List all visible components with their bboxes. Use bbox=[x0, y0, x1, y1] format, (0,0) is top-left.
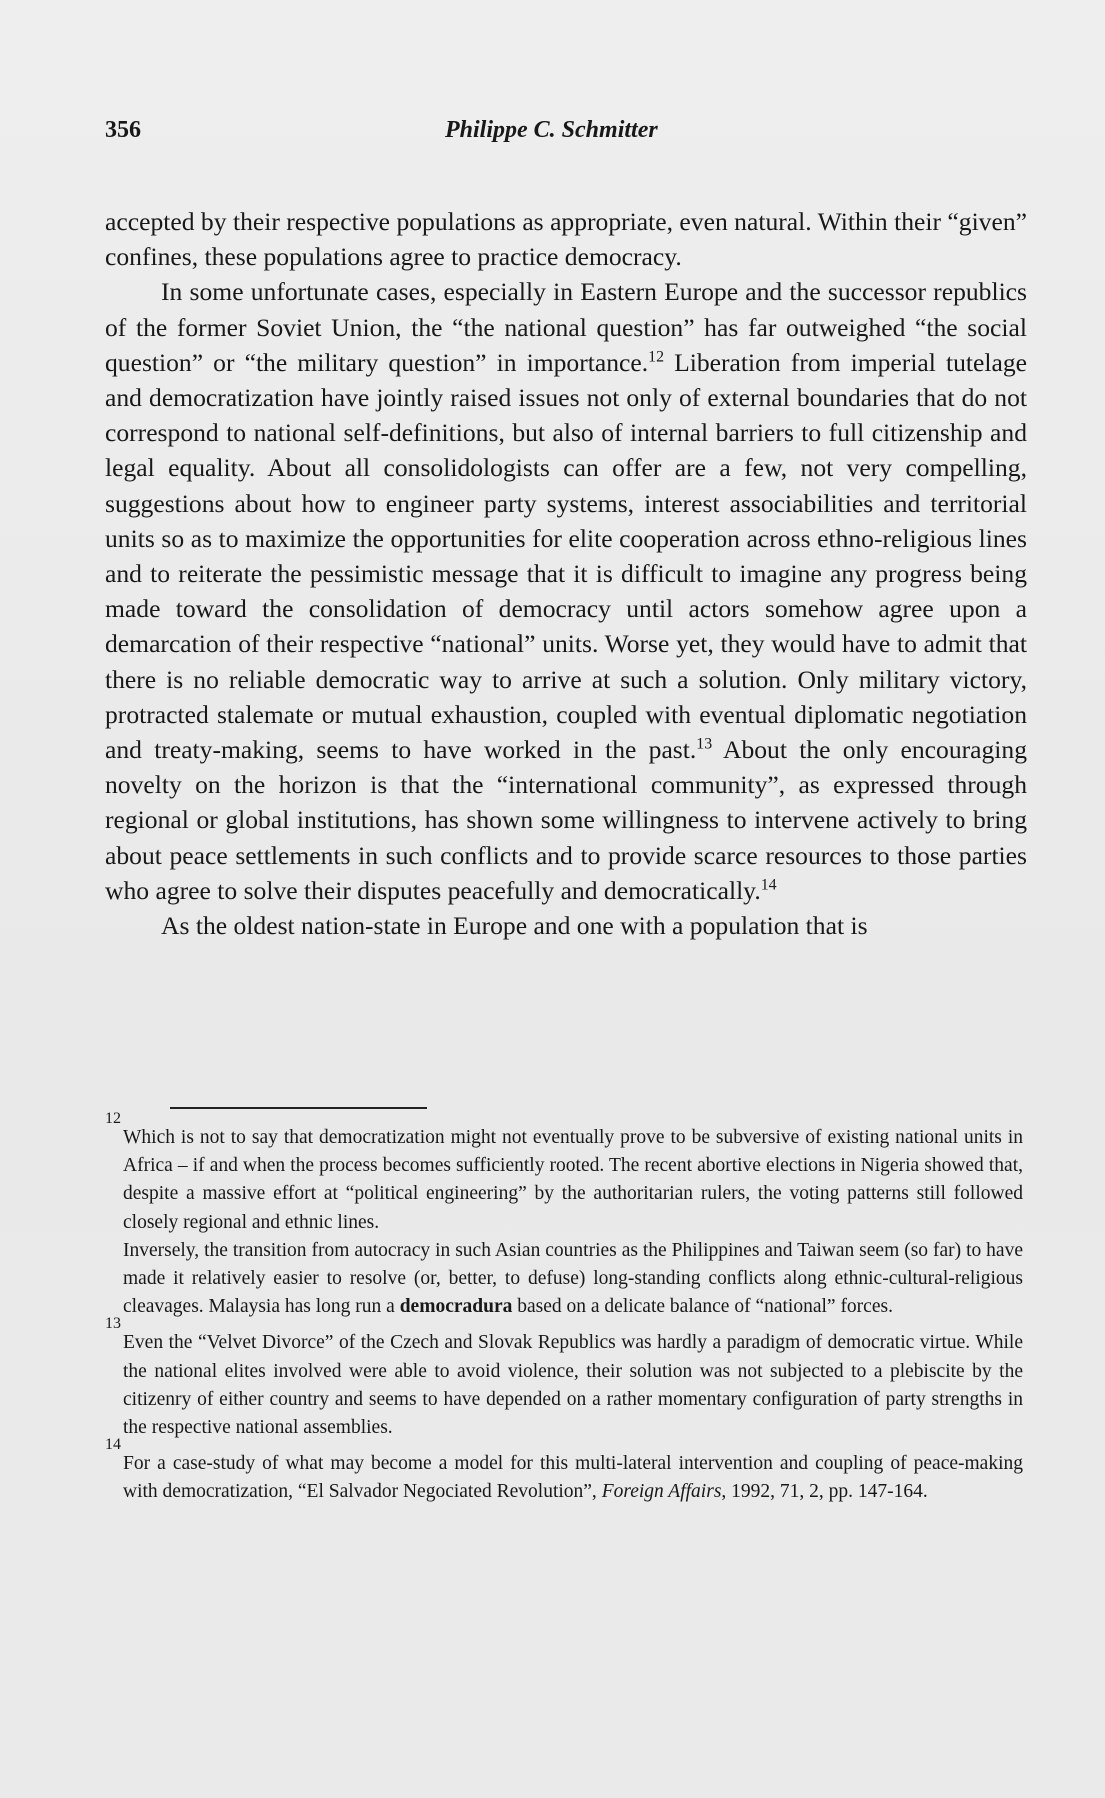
main-text bbox=[105, 204, 1027, 943]
running-head-author: Philippe C. Schmitter bbox=[445, 117, 658, 143]
footnote-text-part: Inversely, the transition from autocracy in such Asian countries as the Philippines and Taiwan seem (so far) to have made it relatively easier to resolve (or, better, to defuse) long-standing conflicts along ethnic-cultural-religious cleavages. Malaysia has long run a bbox=[123, 1239, 1023, 1318]
footnote-number: 12 bbox=[105, 1110, 121, 1127]
footnote-ref-12[interactable]: 12 bbox=[648, 348, 664, 366]
footnote-text-part: based on a delicate balance of “national” forces. bbox=[512, 1296, 893, 1318]
footnote-ref-14[interactable]: 14 bbox=[760, 876, 777, 894]
paragraph-text: About the only encouraging novelty on the horizon is that the “international community”, as expressed through regional or global institutions, has shown some willingness to intervene actively to bring about peace settlements in such conflicts and to provide scarce resources to those parties who agree to solve their disputes peacefully and democratically. bbox=[105, 735, 1027, 905]
paragraph-national-question bbox=[105, 274, 1027, 908]
footnote-14 bbox=[105, 1436, 1023, 1506]
footnote-text bbox=[123, 1450, 1023, 1506]
footnotes bbox=[105, 1110, 1023, 1515]
footnote-text bbox=[123, 1237, 1023, 1322]
footnote-text: Which is not to say that democratization might not eventually prove to be subversive of existing national units in Africa – if and when the process becomes sufficiently rooted. The recent abortive elections in Nigeria showed that, despite a massive effort at “political engineering” by the authoritarian rulers, the voting patterns still followed closely regional and ethnic lines. bbox=[123, 1127, 1023, 1233]
paragraph-text: In some unfortunate cases, especially in Eastern Europe and the successor republics of the former Soviet Union, the “the national question” has far outweighed “the social question” or “the military question” in importance. bbox=[105, 277, 1027, 377]
footnote-emphasis: democradura bbox=[399, 1296, 513, 1318]
paragraph-continued: accepted by their respective populations as appropriate, even natural. Within their “given” confines, these populations agree to practice democracy. bbox=[105, 207, 1027, 272]
footnote-text-part: , 1992, 71, 2, pp. 147-164. bbox=[721, 1481, 928, 1503]
footnote-text: Even the “Velvet Divorce” of the Czech and Slovak Republics was hardly a paradigm of democratic virtue. While the national elites involved were able to avoid violence, their solution was not subjected to a plebiscite by the citizenry of either country and seems to have depended on a rather momentary configuration of party strengths in the respective national assemblies. bbox=[123, 1332, 1023, 1439]
footnote-ref-13[interactable]: 13 bbox=[696, 735, 713, 753]
footnote-separator bbox=[170, 1107, 427, 1109]
page-number: 356 bbox=[105, 117, 141, 143]
paragraph-oldest-nation-state: As the oldest nation-state in Europe and one with a population that is bbox=[161, 911, 868, 941]
footnote-13 bbox=[105, 1315, 1023, 1442]
journal-title: Foreign Affairs bbox=[601, 1481, 722, 1503]
footnote-12 bbox=[105, 1110, 1023, 1321]
footnote-number: 13 bbox=[105, 1315, 121, 1333]
footnote-text-part: For a case-study of what may become a model for this multi-lateral intervention and coupling of peace-making with democratization, “El Salvador Negociated Revolution”, bbox=[123, 1453, 1023, 1503]
footnote-number: 14 bbox=[105, 1436, 121, 1454]
paragraph-text: Liberation from imperial tutelage and democratization have jointly raised issues not only of external boundaries that do not correspond to national self-definitions, but also of internal barriers to full citizenship and legal equality. About all consolidologists can offer are a few, not very compelling, suggestions about how to engineer party systems, interest associabilities and territorial units so as to maximize the opportunities for elite cooperation across ethno-religious lines and to reiterate the pessimistic message that it is difficult to imagine any progress being made toward the consolidation of democracy until actors somehow agree upon a demarcation of their respective “national” units. Worse yet, they would have to admit that there is no reliable democratic way to arrive at such a solution. Only military victory, protracted stalemate or mutual exhaustion, coupled with eventual diplomatic negotiation and treaty-making, seems to have worked in the past. bbox=[105, 347, 1027, 765]
